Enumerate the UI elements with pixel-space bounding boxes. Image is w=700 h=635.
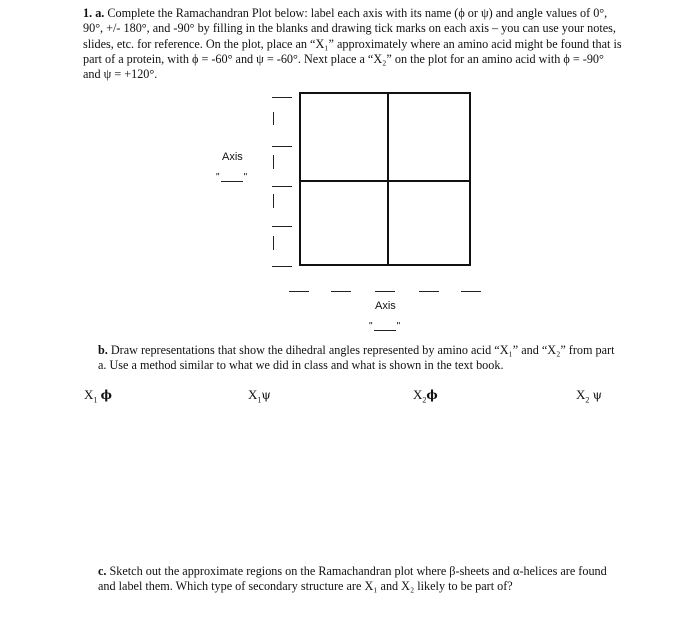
question-1a-text: Complete the Ramachandran Plot below: label each axis with its name (ϕ or ψ) and angle values of 0°, 90°, +/- 180°, and -90° by filling in the blanks and drawing tick marks on each axis – you can use your notes, slides, etc. for reference. On the plot, place an “X₁” approximately where an amino acid might be found that is part of a protein, with ϕ = -60° and ψ = -60°. Next place a “X₂” on the plot for an amino acid with ϕ = -90° and ψ = +120°. bbox=[83, 6, 622, 82]
y-axis-name-blank[interactable] bbox=[216, 171, 247, 183]
dihedral-label-sub: 2 bbox=[585, 395, 590, 405]
plot-vertical-divider bbox=[387, 94, 389, 264]
x-axis-blank-5[interactable] bbox=[461, 291, 481, 292]
y-axis-tick-3 bbox=[273, 194, 274, 208]
y-axis-blank-4[interactable] bbox=[272, 226, 292, 227]
plot-horizontal-divider bbox=[301, 180, 469, 182]
dihedral-label-prefix: X bbox=[413, 387, 423, 402]
x-axis-quote-open: " bbox=[369, 321, 373, 332]
y-axis-tick-2 bbox=[273, 155, 274, 169]
dihedral-label-x1-psi bbox=[248, 387, 271, 405]
y-axis-blank-3[interactable] bbox=[272, 186, 292, 187]
dihedral-label-prefix: X bbox=[576, 387, 586, 402]
x-axis-blank-3[interactable] bbox=[375, 291, 395, 292]
y-axis-blank-5[interactable] bbox=[272, 266, 292, 267]
x-axis-blank-4[interactable] bbox=[419, 291, 439, 292]
y-axis-tick-4 bbox=[273, 236, 274, 250]
y-axis-name-line[interactable] bbox=[221, 181, 243, 182]
question-1a-label: 1. a. bbox=[83, 6, 105, 20]
dihedral-label-x2-psi bbox=[576, 387, 602, 405]
x-axis-name-line[interactable] bbox=[374, 330, 396, 331]
phi-symbol: ϕ bbox=[100, 388, 112, 402]
question-1b-label: b. bbox=[98, 343, 108, 357]
y-axis-tick-1 bbox=[273, 112, 274, 125]
question-1c bbox=[98, 564, 618, 595]
phi-symbol: ϕ bbox=[426, 388, 438, 402]
x-axis-name-blank[interactable] bbox=[369, 320, 400, 332]
y-axis-blank-2[interactable] bbox=[272, 146, 292, 147]
y-axis-quote-close: " bbox=[243, 172, 248, 183]
question-1a bbox=[83, 6, 623, 82]
question-1b bbox=[98, 343, 618, 374]
dihedral-label-prefix: X bbox=[84, 387, 94, 402]
dihedral-label-sub: 2 bbox=[422, 395, 427, 405]
dihedral-label-sub: 1 bbox=[257, 395, 262, 405]
dihedral-label-x2-phi bbox=[413, 387, 438, 405]
y-axis-blank-1[interactable] bbox=[272, 97, 292, 98]
question-1c-text: Sketch out the approximate regions on the Ramachandran plot where β-sheets and α-helices are found and label them. Which type of secondary structure are X₁ and X₂ likely to be part of? bbox=[98, 564, 607, 594]
x-axis-blank-2[interactable] bbox=[331, 291, 351, 292]
question-1b-text: Draw representations that show the dihedral angles represented by amino acid “X₁” and “X₂” from part a. Use a method similar to what we did in class and what is shown in the text book. bbox=[98, 343, 615, 373]
dihedral-label-sub: 1 bbox=[93, 395, 98, 405]
plot-frame bbox=[299, 92, 471, 266]
x-axis-blank-1[interactable] bbox=[289, 291, 309, 292]
psi-symbol: ψ bbox=[261, 388, 271, 402]
question-1c-label: c. bbox=[98, 564, 107, 578]
y-axis-title: Axis bbox=[222, 151, 243, 163]
dihedral-label-prefix: X bbox=[248, 387, 258, 402]
psi-symbol: ψ bbox=[592, 388, 603, 402]
x-axis-quote-close: " bbox=[396, 321, 401, 332]
x-axis-title: Axis bbox=[375, 300, 396, 312]
dihedral-label-x1-phi bbox=[84, 387, 112, 405]
y-axis-quote-open: " bbox=[216, 172, 220, 183]
